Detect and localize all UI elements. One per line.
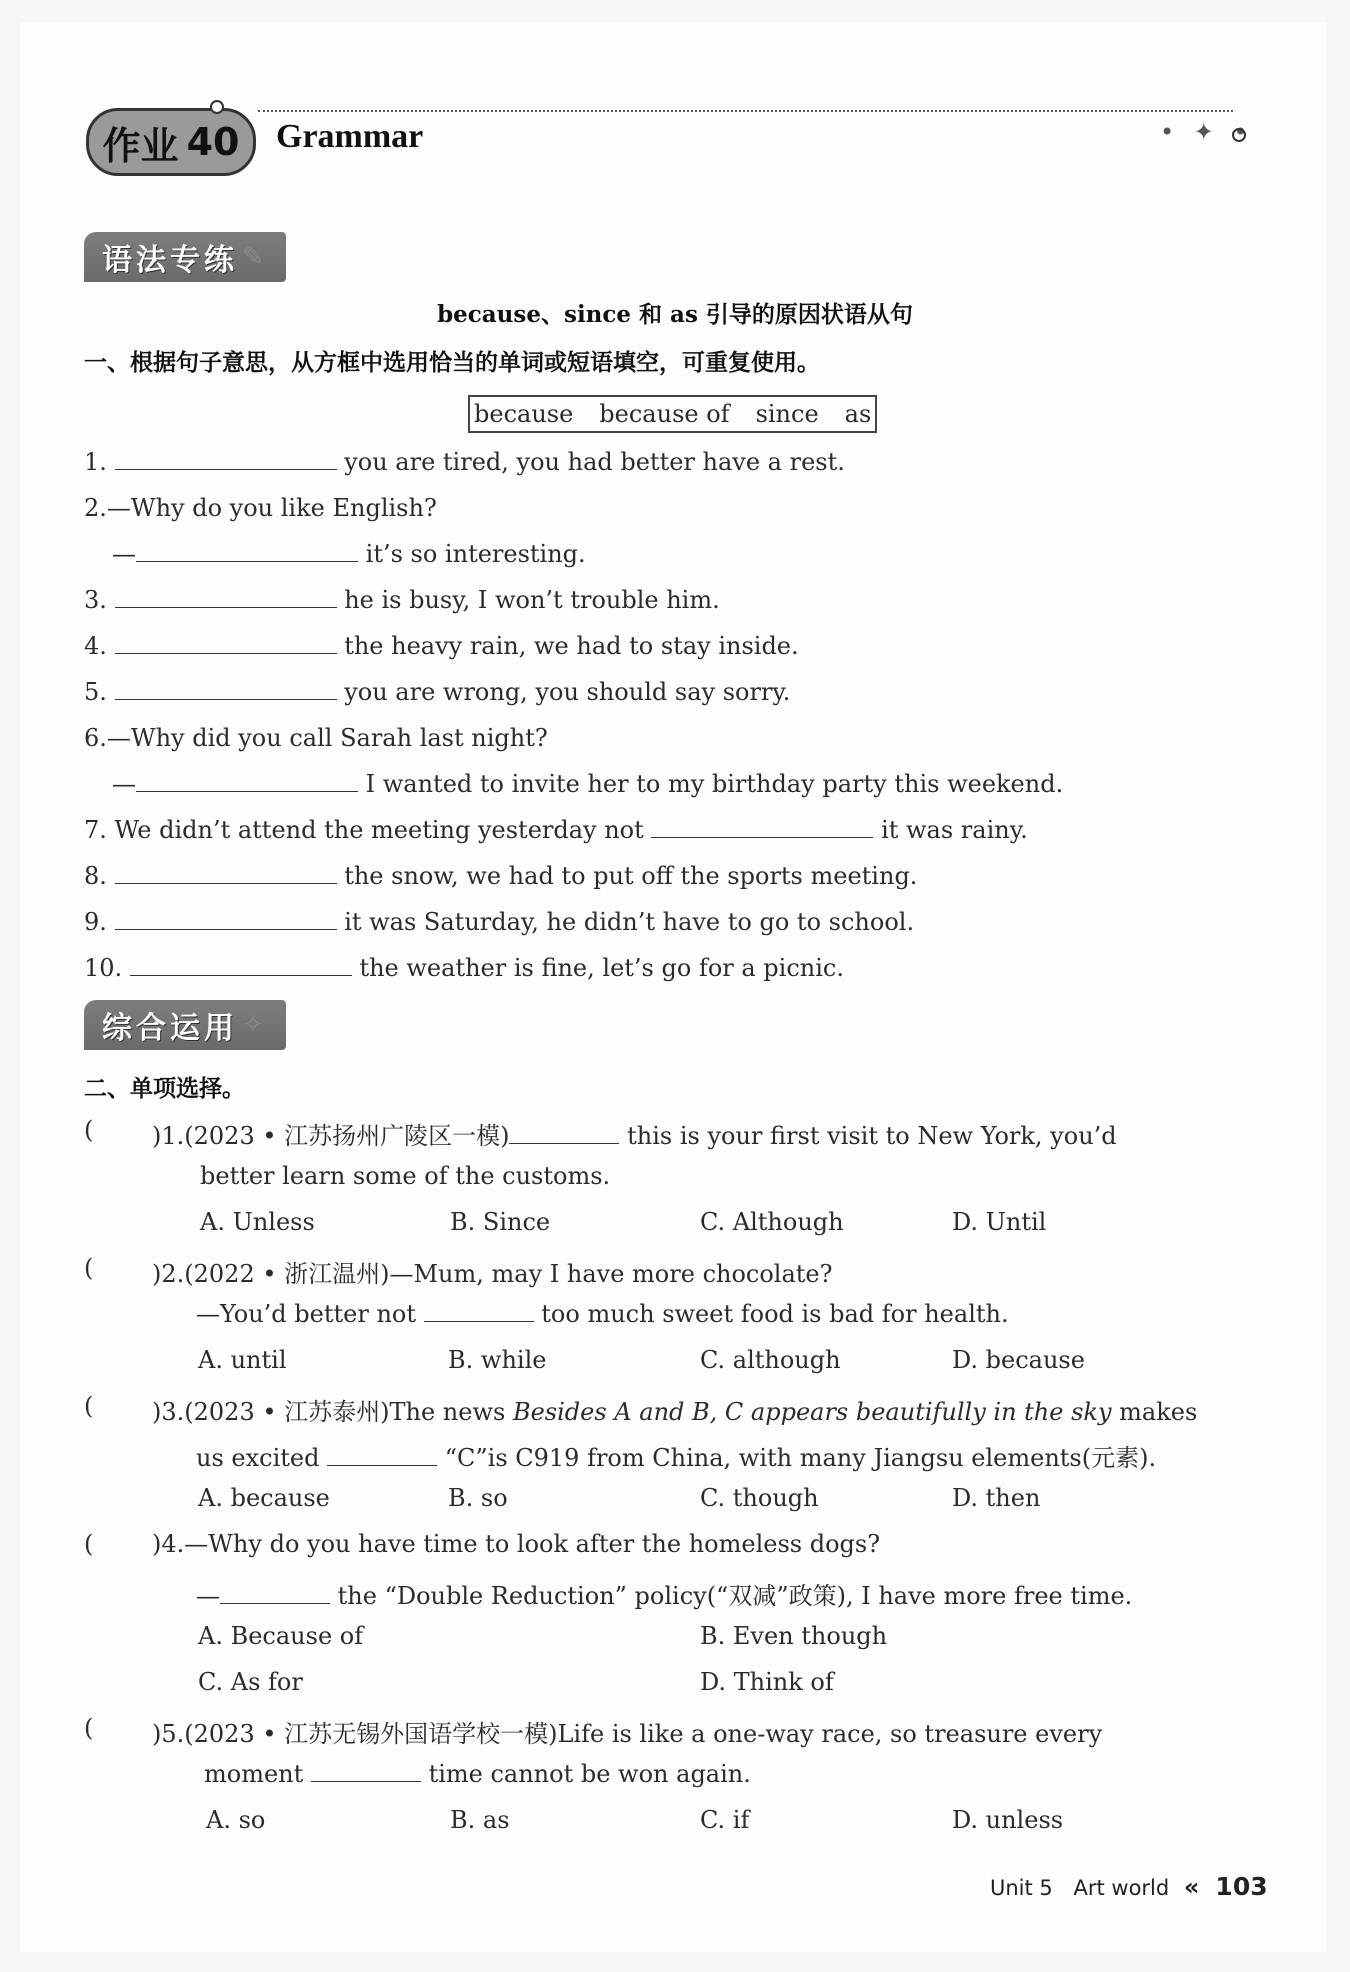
item-text: We didn’t attend the meeting yesterday not — [114, 816, 644, 844]
answer-blank[interactable] — [115, 863, 337, 884]
footer-title: Art world — [1073, 1876, 1170, 1900]
question-text: Life is like a one-way race, so treasure every — [557, 1720, 1103, 1748]
item-number: 2. — [84, 494, 107, 522]
answer-blank[interactable] — [115, 909, 337, 930]
question-number: )2. — [152, 1260, 185, 1288]
option-b[interactable]: B. Even though — [700, 1622, 888, 1650]
pencil-icon: ✎ — [242, 242, 268, 272]
question-source: (2022 • 浙江温州) — [184, 1260, 390, 1288]
word-box-item: because of — [599, 400, 730, 428]
answer-blank[interactable] — [115, 633, 337, 654]
option-b[interactable]: B. while — [448, 1346, 547, 1374]
item-number: 9. — [84, 908, 107, 936]
item-number: 1. — [84, 448, 107, 476]
option-b[interactable]: B. so — [448, 1484, 508, 1512]
answer-paren[interactable]: ( — [84, 1392, 94, 1420]
question-number: )4. — [152, 1530, 185, 1558]
question-text: time cannot be won again. — [428, 1760, 751, 1788]
option-b[interactable]: B. as — [450, 1806, 510, 1834]
answer-paren[interactable]: ( — [84, 1116, 94, 1144]
sparkle-icon: ✧ — [242, 1010, 268, 1040]
section-tag-grammar — [84, 232, 286, 282]
option-c[interactable]: C. although — [700, 1346, 841, 1374]
fill-item-1 — [84, 448, 845, 476]
mc-question-5-line2 — [204, 1760, 751, 1788]
page-footer — [990, 1872, 1268, 1901]
answer-blank[interactable] — [115, 679, 337, 700]
homework-badge-label: 作业 — [102, 123, 179, 168]
mc-question-2 — [152, 1254, 833, 1289]
item-number: 5. — [84, 678, 107, 706]
answer-blank[interactable] — [220, 1583, 330, 1604]
mc-question-2-line2 — [196, 1300, 1009, 1328]
homework-badge-number: 40 — [186, 120, 240, 164]
fill-item-2-answer — [112, 540, 586, 568]
option-d[interactable]: D. Until — [952, 1208, 1047, 1236]
question-number: )1. — [152, 1122, 185, 1150]
news-title: Besides A and B, C appears beautifully in the sky — [512, 1398, 1112, 1426]
answer-blank[interactable] — [327, 1445, 437, 1466]
dash: — — [112, 540, 136, 568]
section-tag-label: 语法专练 — [102, 243, 238, 278]
fill-item-4 — [84, 632, 799, 660]
fill-item-10 — [84, 954, 844, 982]
mc-question-4-line2 — [196, 1576, 1132, 1611]
option-d[interactable]: D. Think of — [700, 1668, 834, 1696]
item-text: it’s so interesting. — [365, 540, 586, 568]
question-text: —Mum, may I have more chocolate? — [389, 1260, 833, 1288]
option-a[interactable]: A. Because of — [198, 1622, 364, 1650]
question-source: (2023 • 江苏扬州广陵区一模) — [184, 1122, 510, 1150]
option-a[interactable]: A. because — [198, 1484, 330, 1512]
question-text: too much sweet food is bad for health. — [541, 1300, 1009, 1328]
question-text: moment — [204, 1760, 304, 1788]
chevron-left-icon: « — [1183, 1873, 1200, 1901]
fill-item-5 — [84, 678, 790, 706]
question-text: —Why do you have time to look after the homeless dogs? — [184, 1530, 881, 1558]
item-number: 4. — [84, 632, 107, 660]
dotted-line-decoration — [258, 110, 1233, 112]
fill-item-6 — [84, 724, 548, 752]
mc-question-3-line2 — [196, 1438, 1156, 1473]
dash: — — [196, 1582, 220, 1610]
page-title: Grammar — [276, 118, 424, 155]
fill-item-2 — [84, 494, 437, 522]
answer-blank[interactable] — [424, 1301, 534, 1322]
item-text: the weather is fine, let’s go for a picnic. — [359, 954, 844, 982]
question-source: (2023 • 江苏泰州) — [184, 1398, 390, 1426]
section-tag-label: 综合运用 — [102, 1011, 238, 1046]
option-c[interactable]: C. if — [700, 1806, 750, 1834]
option-c[interactable]: C. though — [700, 1484, 819, 1512]
question-text: The news — [389, 1398, 506, 1426]
fill-item-8 — [84, 862, 917, 890]
option-a[interactable]: A. so — [206, 1806, 266, 1834]
option-a[interactable]: A. until — [198, 1346, 287, 1374]
fill-item-3 — [84, 586, 720, 614]
question-text: us excited — [196, 1444, 320, 1472]
item-number: 6. — [84, 724, 107, 752]
item-text: the snow, we had to put off the sports meeting. — [344, 862, 918, 890]
section-topic: because、since 和 as 引导的原因状语从句 — [437, 301, 913, 328]
item-number: 3. — [84, 586, 107, 614]
mc-question-1-line2: better learn some of the customs. — [200, 1162, 611, 1190]
option-c[interactable]: C. As for — [198, 1668, 303, 1696]
answer-blank[interactable] — [115, 449, 337, 470]
answer-paren[interactable]: ( — [84, 1254, 94, 1282]
option-d[interactable]: D. then — [952, 1484, 1041, 1512]
word-box-item: because — [474, 400, 574, 428]
answer-blank[interactable] — [651, 817, 873, 838]
item-text: I wanted to invite her to my birthday party this weekend. — [365, 770, 1064, 798]
fill-item-7 — [84, 816, 1028, 844]
fill-item-9 — [84, 908, 914, 936]
item-text: the heavy rain, we had to stay inside. — [344, 632, 799, 660]
ring-decoration — [210, 100, 224, 114]
mc-question-3 — [152, 1392, 1197, 1427]
fill-item-6-answer — [112, 770, 1063, 798]
item-text: it was rainy. — [881, 816, 1028, 844]
item-text: you are tired, you had better have a rest. — [344, 448, 845, 476]
question-text: this is your first visit to New York, you’d — [627, 1122, 1117, 1150]
section-tag-comprehensive — [84, 1000, 286, 1050]
question-text: the “Double Reduction” policy(“双减”政策), I have more free time. — [337, 1582, 1133, 1610]
answer-blank[interactable] — [115, 587, 337, 608]
word-box-item: as — [844, 400, 872, 428]
answer-paren[interactable]: ( — [84, 1530, 94, 1558]
question-text: “C”is C919 from China, with many Jiangsu elements(元素). — [444, 1444, 1157, 1472]
option-d[interactable]: D. unless — [952, 1806, 1064, 1834]
instruction-1: 一、根据句子意思，从方框中选用恰当的单词或短语填空，可重复使用。 — [84, 350, 820, 376]
ring-end-decoration — [1232, 128, 1246, 142]
mc-question-1 — [152, 1116, 1117, 1151]
answer-blank[interactable] — [311, 1761, 421, 1782]
question-source: (2023 • 江苏无锡外国语学校一模) — [184, 1720, 558, 1748]
question-number: )3. — [152, 1398, 185, 1426]
word-box — [468, 395, 877, 433]
answer-blank[interactable] — [130, 955, 352, 976]
page-number: 103 — [1215, 1872, 1268, 1901]
answer-paren[interactable]: ( — [84, 1714, 94, 1742]
item-number: 8. — [84, 862, 107, 890]
question-number: )5. — [152, 1720, 185, 1748]
answer-blank[interactable] — [509, 1123, 619, 1144]
footer-unit: Unit 5 — [990, 1876, 1053, 1900]
answer-blank[interactable] — [136, 541, 358, 562]
star-decoration: • ✦ • — [1160, 118, 1254, 146]
item-text: —Why do you like English? — [106, 494, 437, 522]
item-number: 10. — [84, 954, 123, 982]
option-b[interactable]: B. Since — [450, 1208, 551, 1236]
item-text: you are wrong, you should say sorry. — [344, 678, 791, 706]
option-c[interactable]: C. Although — [700, 1208, 844, 1236]
question-text: makes — [1119, 1398, 1198, 1426]
question-text: —You’d better not — [196, 1300, 416, 1328]
mc-question-4 — [152, 1530, 880, 1558]
answer-blank[interactable] — [136, 771, 358, 792]
mc-question-5 — [152, 1714, 1102, 1749]
word-box-item: since — [755, 400, 819, 428]
option-d[interactable]: D. because — [952, 1346, 1085, 1374]
item-text: —Why did you call Sarah last night? — [106, 724, 548, 752]
homework-badge — [86, 108, 256, 176]
item-number: 7. — [84, 816, 107, 844]
instruction-2: 二、单项选择。 — [84, 1076, 245, 1102]
option-a[interactable]: A. Unless — [200, 1208, 315, 1236]
item-text: it was Saturday, he didn’t have to go to school. — [344, 908, 915, 936]
item-text: he is busy, I won’t trouble him. — [344, 586, 720, 614]
dash: — — [112, 770, 136, 798]
